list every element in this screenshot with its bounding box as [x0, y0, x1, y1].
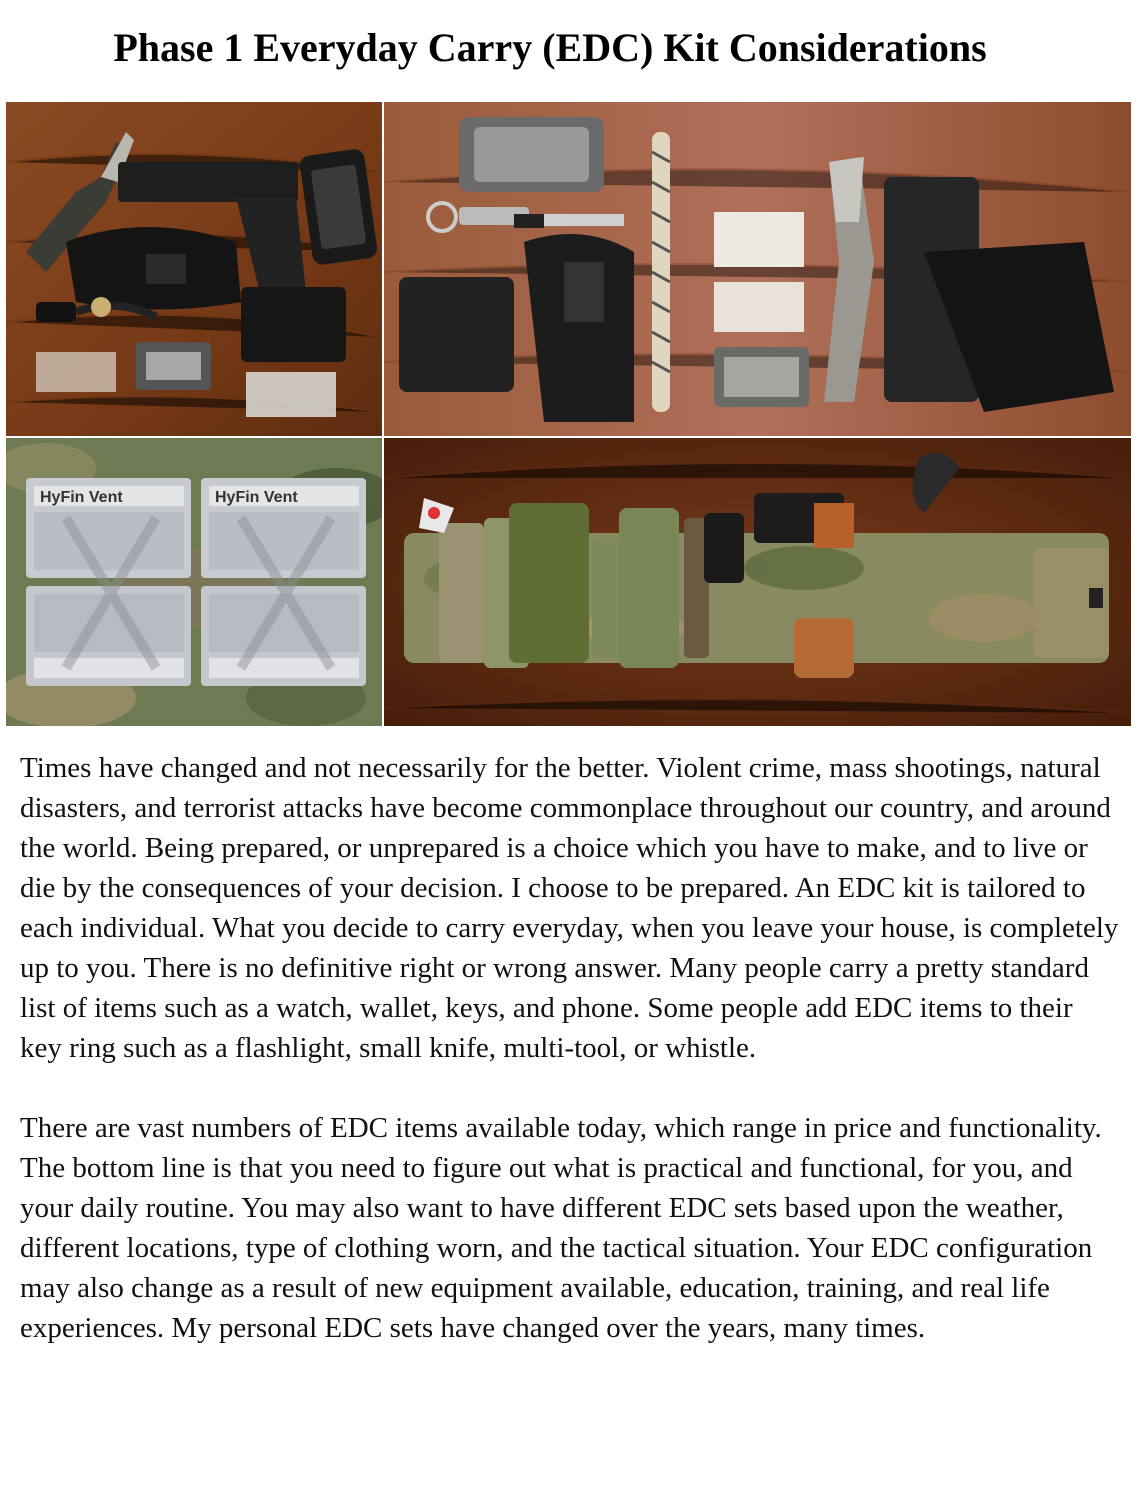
svg-text:HyFin Vent: HyFin Vent: [40, 489, 123, 506]
photo-hyfin-vent-chest-seals: [6, 438, 382, 726]
svg-text:HyFin Vent: HyFin Vent: [215, 489, 298, 506]
pouch: [439, 523, 484, 663]
bottle-icon: [704, 513, 744, 583]
pistol-icon: [754, 493, 854, 548]
page-title: Phase 1 Everyday Carry (EDC) Kit Considerations: [113, 25, 987, 70]
pouch: [509, 503, 589, 663]
paracord-icon: [652, 132, 670, 412]
phone-icon: [459, 117, 604, 192]
chest-seal-packet: [26, 478, 191, 578]
holster-icon: [66, 227, 241, 310]
chest-seal-packet: [201, 478, 366, 578]
holster-icon: [794, 618, 854, 678]
wallet-icon: [399, 277, 514, 392]
photo-camo-belly-band: [384, 438, 1131, 726]
paragraph-2: There are vast numbers of EDC items available today, which range in price and functionality. The bottom line is that you need to figure out what is practical and functional, for you, and your daily routine. You may also want to have different EDC sets based upon the weather, different locations, type of clothing worn, and the tactical situation. Your EDC configuration may also change as a result of new equipment available, education, training, and real life experiences. My personal EDC sets have changed over the years, many times.: [20, 1112, 1102, 1344]
photo-edc-kit-table-left: [6, 102, 382, 436]
pouch: [619, 508, 679, 668]
body-text: [20, 748, 1120, 1348]
wallet-icon: [241, 287, 346, 362]
pouch: [592, 538, 622, 658]
photo-edc-kit-table-right: [384, 102, 1131, 436]
paragraph-1: Times have changed and not necessarily for the better. Violent crime, mass shootings, natural disasters, and terrorist attacks have become commonplace throughout our country, and around the world. Being prepared, or unprepared is a choice which you have to make, and to live or die by the consequences of your decision. I choose to be prepared. An EDC kit is tailored to each individual. What you decide to carry everyday, when you leave your house, is completely up to you. There is no definitive right or wrong answer. Many people carry a pretty standard list of items such as a watch, wallet, keys, and phone. Some people add EDC items to their key ring such as a flashlight, small knife, multi-tool, or whistle.: [20, 752, 1119, 1064]
